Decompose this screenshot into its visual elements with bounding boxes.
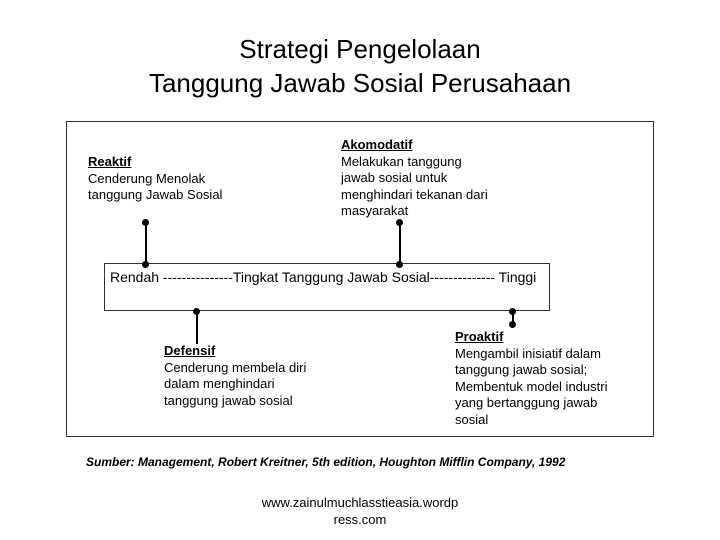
strategy-akomodatif-desc: Melakukan tanggung jawab sosial untuk menghindari tekanan dari masyarakat (341, 153, 488, 218)
strategy-reaktif (88, 154, 222, 204)
akomodatif-connector-line (399, 222, 401, 266)
akomodatif-connector-bottom-dot (396, 261, 403, 268)
strategy-defensif-desc: Cenderung membela diri dalam menghindari tanggung jawab sosial (164, 359, 307, 408)
website-url: www.zainulmuchlasstieasia.wordp ress.com (261, 495, 459, 527)
reaktif-connector-bottom-dot (142, 261, 149, 268)
strategy-reaktif-desc: Cenderung Menolak tanggung Jawab Sosial (88, 170, 223, 202)
strategy-akomodatif-title: Akomodatif (341, 137, 413, 152)
title-line-2: Tanggung Jawab Sosial Perusahaan (148, 68, 572, 98)
scale-label: Rendah ---------------Tingkat Tanggung Jawab Sosial-------------- Tinggi (110, 269, 537, 285)
strategy-proaktif-desc: Mengambil inisiatif dalam tanggung jawab sosial; Membentuk model industri yang bertanggung jawab sosial (455, 345, 608, 427)
page-title (0, 32, 720, 100)
strategy-akomodatif (341, 137, 488, 220)
source-citation: Sumber: Management, Robert Kreitner, 5th edition, Houghton Mifflin Company, 1992 (86, 455, 566, 469)
strategy-defensif-title: Defensif (164, 343, 216, 358)
strategy-proaktif (455, 329, 607, 428)
defensif-connector-line (196, 311, 198, 344)
title-line-1: Strategi Pengelolaan (239, 34, 481, 64)
strategy-proaktif-title: Proaktif (455, 329, 504, 344)
strategy-defensif (164, 343, 306, 409)
strategy-reaktif-title: Reaktif (88, 154, 132, 169)
reaktif-connector-line (145, 222, 147, 266)
proaktif-connector-bottom-dot (509, 321, 516, 328)
